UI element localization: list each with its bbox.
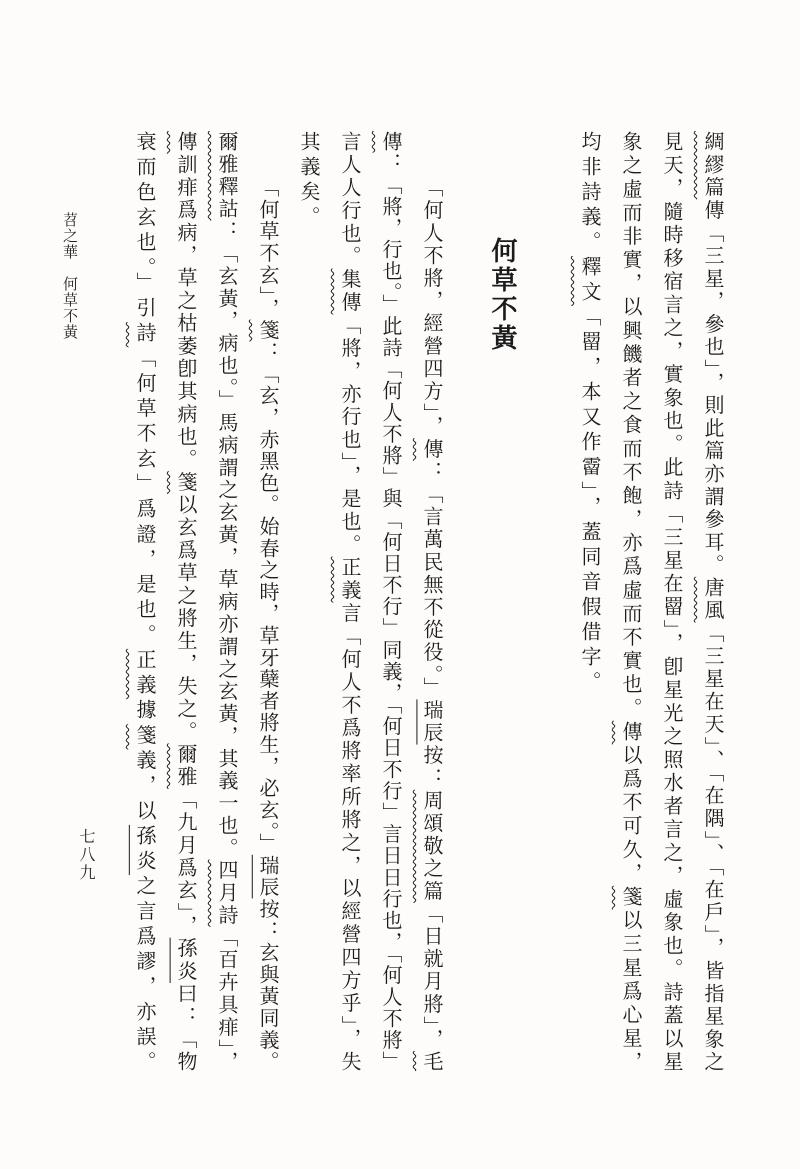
book-title-mark: 傳	[619, 720, 643, 745]
page-number-label: 七八九	[77, 828, 96, 882]
text-run: 象之虛而非實，以興饑者之食而不飽，亦爲虛而不實也。	[619, 131, 643, 721]
book-title-mark: 正義	[338, 556, 362, 603]
text-run: 以玄爲草之將生，失之。	[174, 493, 198, 744]
book-title-mark: 周頌敬之篇	[420, 789, 444, 903]
text-run: 「日就月將」，	[420, 902, 444, 1052]
text-run: 「罶，本又作霤」，蓋同音假借字。	[578, 306, 602, 696]
text-run: 以爲不可久，	[619, 744, 643, 886]
text-column-12	[172, 131, 200, 1071]
book-title-mark: 箋	[133, 724, 157, 750]
book-title-mark: 傳	[420, 438, 444, 461]
text-column-4	[576, 131, 604, 1071]
running-title-book: 苕之華	[61, 212, 79, 260]
text-run: 按：	[420, 744, 444, 790]
text-run: 曰：「物	[174, 982, 198, 1072]
book-title-mark: 正義	[133, 648, 157, 700]
text-run: 「將，亦行也」，是也。	[338, 314, 362, 557]
text-column-3	[617, 131, 645, 1071]
running-title-section: 何草不黃	[61, 276, 79, 340]
book-title-mark: 箋	[619, 885, 643, 910]
text-run: 「何人不將，經營四方」，	[420, 177, 444, 439]
book-title-mark: 四月詩	[215, 859, 239, 927]
text-run: 傳「三星，參也」，則此篇亦謂參耳。	[701, 199, 725, 577]
text-column-11	[213, 131, 241, 1071]
text-run: ：「玄，赤黑色。始春之時，草牙蘖者將生，必玄。」	[256, 341, 280, 855]
text-run: 「百卉具痱」，	[215, 926, 239, 1072]
book-title-mark: 爾雅	[174, 743, 198, 789]
book-title-mark: 釋文	[578, 256, 602, 306]
text-run: 之言爲謬，亦誤。	[133, 875, 157, 1072]
text-run: 「何草不玄」，	[256, 177, 280, 320]
text-run: ：「將，行也。」此詩「何人不將」與「何日不行」同義，「何日不行」言日日行也，「何人不將」	[379, 152, 403, 1072]
text-run: 據	[133, 699, 157, 725]
text-run: 訓痱爲病，草之枯萎卽其病也。	[174, 153, 198, 472]
book-title-mark: 毛	[420, 1051, 444, 1072]
book-title-mark: 爾雅釋詁	[215, 131, 239, 221]
text-column-10	[254, 131, 282, 1071]
proper-name-mark: 瑞辰	[420, 699, 444, 745]
text-run: ：「玄黃，病也。」馬病謂之玄黃，草病亦謂之玄黃，其義一也。	[215, 220, 239, 860]
book-title-mark: 唐風	[701, 576, 725, 623]
book-title-mark: 綢繆篇	[701, 131, 725, 200]
book-title-mark: 集傳	[338, 268, 362, 315]
text-column-6	[418, 131, 446, 1071]
text-run: 衰而色玄也。」引	[133, 131, 157, 323]
text-run: 「九月爲玄」，	[174, 788, 198, 938]
book-title-mark: 箋	[256, 319, 280, 342]
text-column-8	[336, 131, 364, 1071]
book-title-mark: 箋	[174, 471, 198, 494]
text-run: 見天，隨時移宿言之，實象也。此詩「三星在罶」，卽星光之照水者言之，虛象也。詩蓋以星	[660, 131, 684, 1071]
text-run: 以三星爲心星，	[619, 909, 643, 1072]
text-run: ：「言萬民無不從役。」	[420, 460, 444, 700]
text-run: 義，以	[133, 749, 157, 825]
text-run: 按：玄與黃同義。	[256, 898, 280, 1072]
proper-name-mark: 孫炎	[174, 937, 198, 983]
text-run: 言「何人不爲將率所將之，以經營四方乎」，失	[338, 602, 362, 1072]
text-run: 「三星在天」、「在隅」、「在戶」，皆指星象之	[701, 622, 725, 1072]
text-column-7	[377, 131, 405, 1071]
book-title-mark: 傳	[379, 131, 403, 153]
book-title-mark: 傳	[174, 131, 198, 154]
proper-name-mark: 瑞辰	[256, 854, 280, 899]
book-title-mark: 詩	[133, 322, 157, 348]
section-title: 何草不黃	[487, 237, 517, 353]
text-run: 「何草不玄」爲證，是也。	[133, 347, 157, 649]
text-run: 均非詩義。	[578, 131, 602, 256]
text-column-1	[699, 131, 727, 1071]
text-column-9	[295, 131, 323, 1071]
running-title	[60, 212, 80, 340]
text-column-2	[658, 131, 686, 1071]
proper-name-mark: 孫炎	[133, 824, 157, 876]
text-run: 其義矣。	[297, 131, 321, 231]
text-block	[118, 131, 727, 1071]
text-run: 言人人行也。	[338, 131, 362, 269]
text-column-13	[131, 131, 159, 1071]
